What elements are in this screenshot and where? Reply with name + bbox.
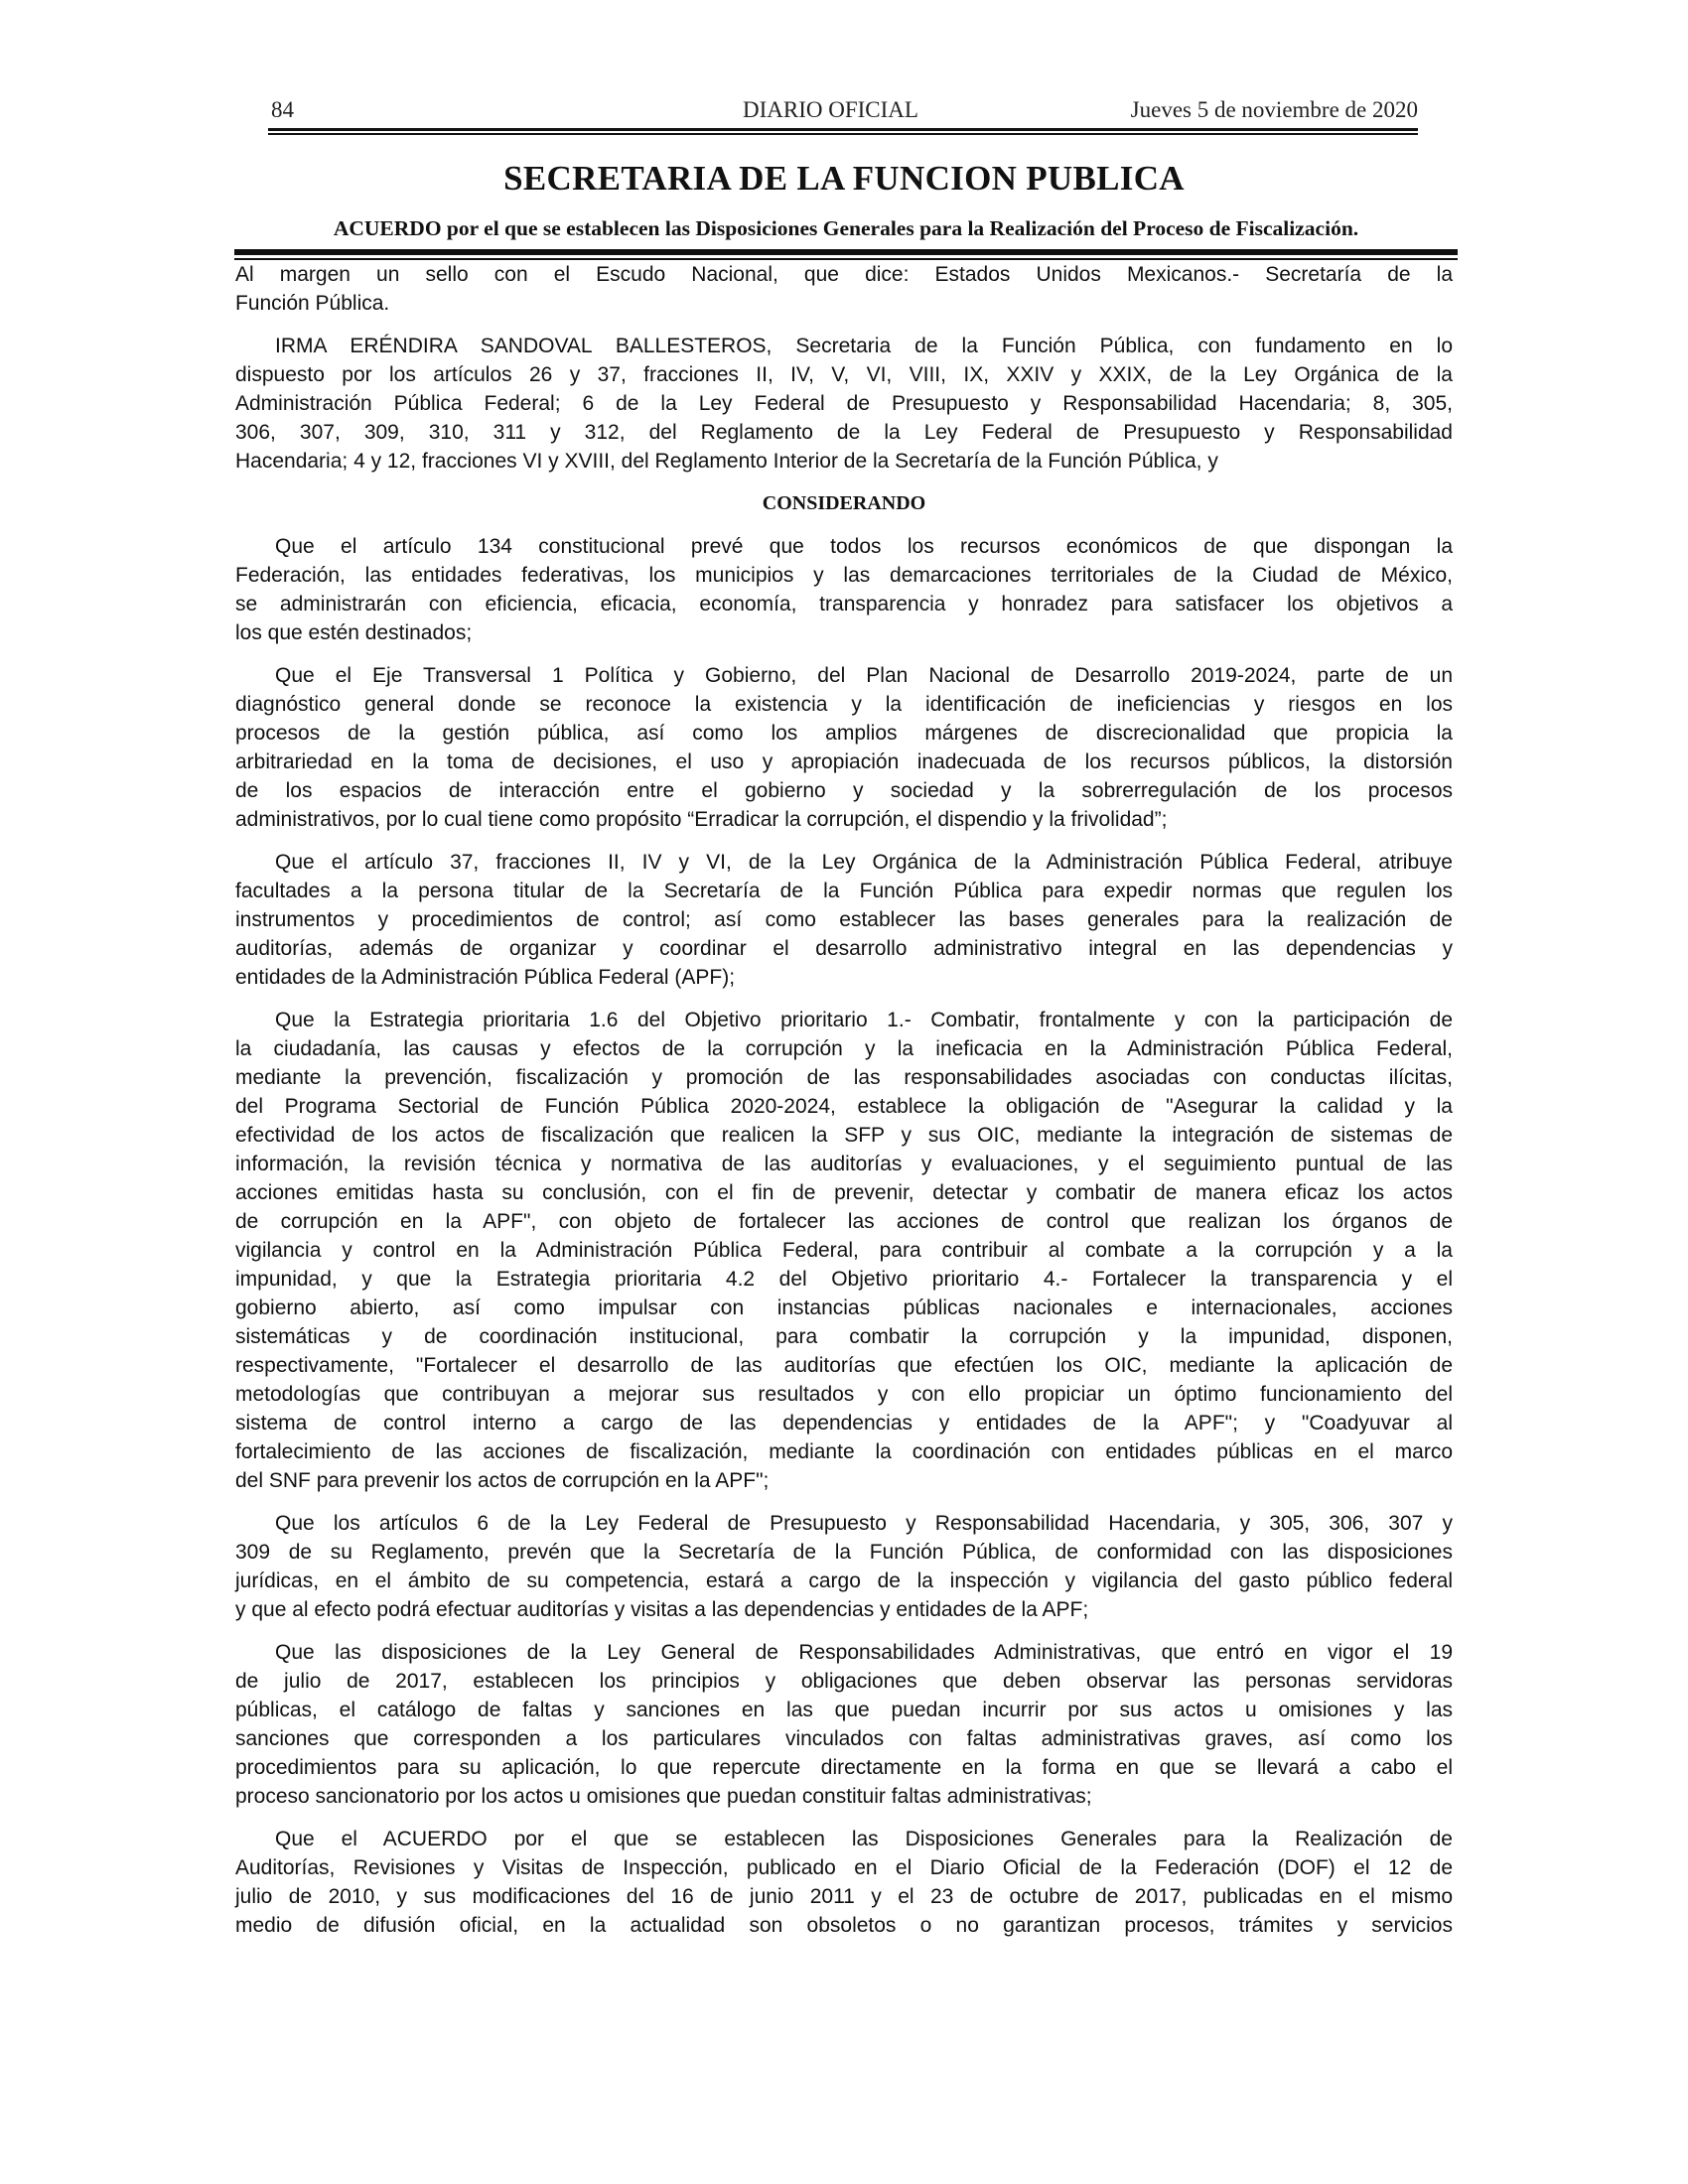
text-line: acciones emitidas hasta su conclusión, con el fin de prevenir, detectar y combatir de manera eficaz los actos (235, 1181, 1453, 1204)
text-line: procedimientos para su aplicación, lo que repercute directamente en la forma en que se llevará a cabo el (235, 1756, 1453, 1779)
text-line: IRMA ERÉNDIRA SANDOVAL BALLESTEROS, Secretaria de la Función Pública, con fundamento en lo (275, 335, 1453, 357)
text-line: del Programa Sectorial de Función Pública 2020-2024, establece la obligación de "Asegurar la calidad y la (235, 1095, 1453, 1118)
text-line: Federación, las entidades federativas, los municipios y las demarcaciones territoriales de la Ciudad de México, (235, 564, 1453, 587)
text-line: del SNF para prevenir los actos de corrupción en la APF"; (235, 1469, 770, 1492)
text-line: diagnóstico general donde se reconoce la existencia y la identificación de ineficiencias y riesgos en los (235, 693, 1453, 716)
text-line: Que el artículo 134 constitucional prevé que todos los recursos económicos de que dispongan la (275, 535, 1453, 558)
title-rule (234, 249, 1458, 260)
text-line: la ciudadanía, las causas y efectos de la corrupción y la ineficacia en la Administración Pública Federal, (235, 1037, 1453, 1060)
text-line: Administración Pública Federal; 6 de la Ley Federal de Presupuesto y Responsabilidad Hacendaria; 8, 305, (235, 392, 1453, 415)
text-line: públicas, el catálogo de faltas y sanciones en las que puedan incurrir por sus actos u omisiones y las (235, 1699, 1453, 1721)
text-line: instrumentos y procedimientos de control; así como establecer las bases generales para la realización de (235, 908, 1453, 931)
text-line: 306, 307, 309, 310, 311 y 312, del Reglamento de la Ley Federal de Presupuesto y Responsabilidad (235, 421, 1453, 444)
text-line: efectividad de los actos de fiscalización que realicen la SFP y sus OIC, mediante la integración de sistemas de (235, 1124, 1453, 1147)
header-rule (268, 128, 1418, 135)
paragraph (235, 532, 1453, 647)
considerando-section (235, 532, 1453, 1940)
document-body (235, 260, 1453, 1954)
text-line: mediante la prevención, fiscalización y promoción de las responsabilidades asociadas con conductas ilícitas, (235, 1066, 1453, 1089)
text-line: Al margen un sello con el Escudo Nacional, que dice: Estados Unidos Mexicanos.- Secretaría de la (235, 263, 1453, 286)
paragraph (235, 1006, 1453, 1495)
text-line: de corrupción en la APF", con objeto de fortalecer las acciones de control que realizan los órganos de (235, 1210, 1453, 1233)
text-line: vigilancia y control en la Administración Pública Federal, para contribuir al combate a la corrupción y a la (235, 1239, 1453, 1262)
publication-date: Jueves 5 de noviembre de 2020 (1130, 97, 1418, 122)
text-line: Que los artículos 6 de la Ley Federal de Presupuesto y Responsabilidad Hacendaria, y 305, 306, 307 y (275, 1512, 1453, 1535)
text-line: sanciones que corresponden a los particulares vinculados con faltas administrativas graves, así como los (235, 1727, 1453, 1750)
section-title: SECRETARIA DE LA FUNCION PUBLICA (503, 159, 1185, 198)
text-line: procesos de la gestión pública, así como los amplios márgenes de discrecionalidad que propicia la (235, 722, 1453, 745)
text-line: proceso sancionatorio por los actos u omisiones que puedan constituir faltas administrativas; (235, 1785, 1092, 1808)
text-line: jurídicas, en el ámbito de su competencia, estará a cargo de la inspección y vigilancia del gasto público federal (235, 1570, 1453, 1592)
text-line: sistema de control interno a cargo de las dependencias y entidades de la APF"; y "Coadyuvar al (235, 1412, 1453, 1434)
paragraph (235, 848, 1453, 992)
text-line: fortalecimiento de las acciones de fiscalización, mediante la coordinación con entidades públicas en el marco (235, 1440, 1453, 1463)
text-line: entidades de la Administración Pública Federal (APF); (235, 966, 736, 989)
text-line: facultades a la persona titular de la Secretaría de la Función Pública para expedir normas que regulen los (235, 880, 1453, 902)
text-line: se administrarán con eficiencia, eficacia, economía, transparencia y honradez para satisfacer los objetivos a (235, 593, 1453, 615)
text-line: los que estén destinados; (235, 621, 473, 644)
text-line: respectivamente, "Fortalecer el desarrollo de las auditorías que efectúen los OIC, mediante la aplicación de (235, 1354, 1453, 1377)
text-line: auditorías, además de organizar y coordinar el desarrollo administrativo integral en las dependencias y (235, 937, 1453, 960)
text-line: metodologías que contribuyan a mejorar sus resultados y con ello propiciar un óptimo funcionamiento del (235, 1383, 1453, 1406)
text-line: información, la revisión técnica y normativa de las auditorías y evaluaciones, y el seguimiento puntual de las (235, 1153, 1453, 1175)
paragraph (235, 1638, 1453, 1811)
text-line: Que el artículo 37, fracciones II, IV y VI, de la Ley Orgánica de la Administración Pública Federal, atribuye (275, 851, 1453, 874)
document-title: ACUERDO por el que se establecen las Disposiciones Generales para la Realización del Proceso de Fiscalización. (333, 216, 1359, 240)
text-line: gobierno abierto, así como impulsar con instancias públicas nacionales e internacionales, acciones (235, 1297, 1453, 1319)
page-number: 84 (271, 97, 294, 122)
text-line: Función Pública. (235, 292, 390, 315)
page-header (268, 97, 1418, 125)
text-line: Que el Eje Transversal 1 Política y Gobierno, del Plan Nacional de Desarrollo 2019-2024, parte de un (275, 664, 1453, 687)
text-line: arbitrariedad en la toma de decisiones, el uso y apropiación inadecuada de los recursos públicos, la distorsión (235, 751, 1453, 773)
text-line: medio de difusión oficial, en la actualidad son obsoletos o no garantizan procesos, trámites y servicios (235, 1914, 1453, 1937)
text-line: Que el ACUERDO por el que se establecen las Disposiciones Generales para la Realización de (275, 1828, 1453, 1850)
text-line: julio de 2010, y sus modificaciones del 16 de junio 2011 y el 23 de octubre de 2017, publicadas en el mismo (235, 1885, 1453, 1908)
text-line: Auditorías, Revisiones y Visitas de Inspección, publicado en el Diario Oficial de la Federación (DOF) el 12 de (235, 1856, 1453, 1879)
considerando-heading: CONSIDERANDO (762, 492, 926, 514)
text-line: sistemáticas y de coordinación institucional, para combatir la corrupción y la impunidad, disponen, (235, 1325, 1453, 1348)
intro-section (235, 260, 1453, 476)
publication-name: DIARIO OFICIAL (743, 97, 918, 122)
text-line: de los espacios de interacción entre el gobierno y sociedad y la sobrerregulación de los procesos (235, 779, 1453, 802)
paragraph (235, 260, 1453, 318)
paragraph (235, 661, 1453, 834)
paragraph (235, 1825, 1453, 1940)
text-line: Que las disposiciones de la Ley General de Responsabilidades Administrativas, que entró en vigor el 19 (275, 1641, 1453, 1664)
paragraph (235, 1509, 1453, 1624)
text-line: administrativos, por lo cual tiene como propósito “Erradicar la corrupción, el dispendio y la frivolidad”; (235, 808, 1168, 831)
text-line: Que la Estrategia prioritaria 1.6 del Objetivo prioritario 1.- Combatir, frontalmente y con la participación de (275, 1009, 1453, 1031)
text-line: 309 de su Reglamento, prevén que la Secretaría de la Función Pública, de conformidad con las disposiciones (235, 1541, 1453, 1564)
text-line: impunidad, y que la Estrategia prioritaria 4.2 del Objetivo prioritario 4.- Fortalecer la transparencia y el (235, 1268, 1453, 1291)
text-line: y que al efecto podrá efectuar auditorías y visitas a las dependencias y entidades de la APF; (235, 1598, 1089, 1621)
paragraph (235, 332, 1453, 476)
text-line: Hacendaria; 4 y 12, fracciones VI y XVIII, del Reglamento Interior de la Secretaría de la Función Pública, y (235, 450, 1218, 473)
text-line: de julio de 2017, establecen los principios y obligaciones que deben observar las personas servidoras (235, 1670, 1453, 1693)
text-line: dispuesto por los artículos 26 y 37, fracciones II, IV, V, VI, VIII, IX, XXIV y XXIX, de la Ley Orgánica de la (235, 363, 1453, 386)
